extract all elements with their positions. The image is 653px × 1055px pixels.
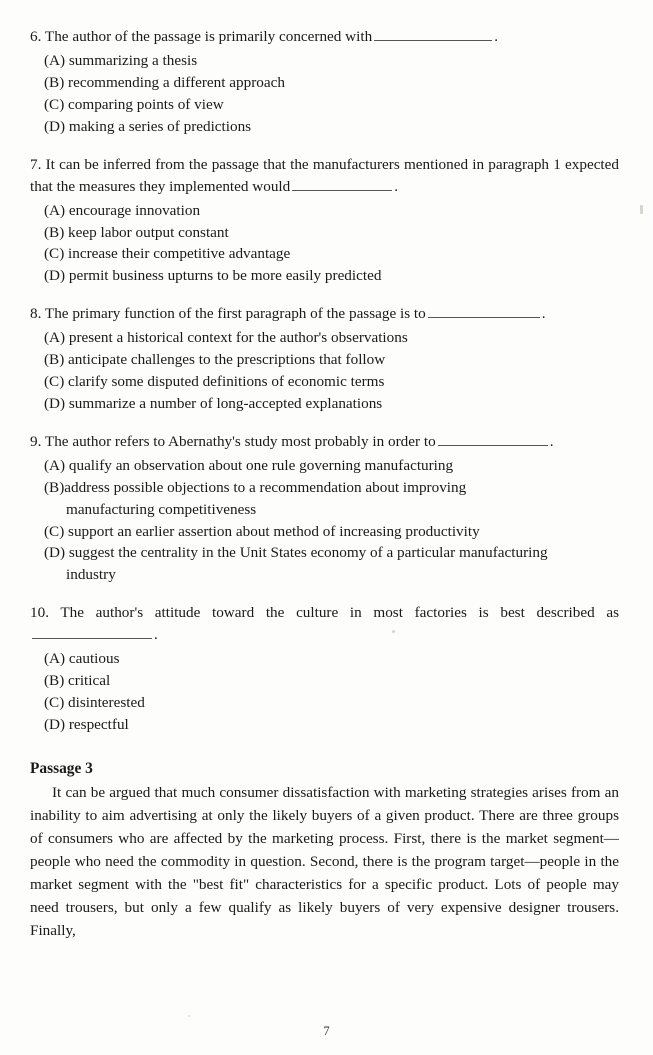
passage-text: It can be argued that much consumer dissatisfaction with marketing strategies arises from an inability to aim advertising at only the likely buyers of a given product. There are three groups of consumers who are affected by the marketing process. First, there is the market segment—people who need the commodity in question. Second, there is the program target—people in the market segment with the "best fit" characteristics for a specific product. Lots of people may need trousers, but only a few qualify as likely buyers of very expensive designer trousers. Finally, (30, 783, 619, 940)
option-c[interactable]: (C) support an earlier assertion about method of increasing productivity (44, 522, 480, 540)
option-list (30, 50, 619, 138)
question-stem-suffix: . (549, 432, 554, 450)
question-stem-suffix: . (394, 177, 399, 195)
option-list (30, 200, 619, 288)
option-d[interactable] (30, 542, 619, 586)
option-c[interactable]: (C) increase their competitive advantage (44, 245, 291, 263)
option-d[interactable]: (D) respectful (44, 715, 129, 733)
question-block-q9 (30, 431, 619, 586)
option-d-line2: industry (66, 566, 116, 584)
option-d-line1: (D) suggest the centrality in the Unit States economy of a particular manufacturing (44, 544, 548, 562)
answer-blank (428, 305, 540, 318)
option-d[interactable]: (D) permit business upturns to be more easily predicted (44, 267, 382, 285)
answer-blank (292, 177, 392, 190)
answer-blank (32, 626, 152, 639)
question-stem-suffix: . (494, 28, 498, 45)
option-b-line1: (B)address possible objections to a recommendation about improving (44, 478, 467, 496)
option-d[interactable]: (D) making a series of predictions (44, 117, 252, 135)
option-list (30, 327, 619, 415)
option-b[interactable] (30, 477, 619, 521)
question-block-q8 (30, 303, 619, 415)
question-stem (30, 26, 619, 48)
option-a[interactable]: (A) qualify an observation about one rule governing manufacturing (44, 456, 454, 474)
scan-speck (188, 1015, 190, 1017)
question-block-q6 (30, 26, 619, 138)
option-list (30, 648, 619, 736)
answer-blank (438, 432, 548, 445)
page-number: 7 (323, 1024, 330, 1038)
option-a[interactable]: (A) summarizing a thesis (44, 52, 198, 70)
question-block-q7 (30, 154, 619, 288)
option-c[interactable]: (C) disinterested (44, 694, 145, 712)
question-stem-suffix: . (154, 626, 158, 644)
question-stem-text: 10. The author's attitude toward the culture in most factories is best described as (30, 604, 619, 622)
question-stem-text: 7. It can be inferred from the passage that the manufacturers mentioned in paragraph 1 expected that the measures they implemented would (30, 155, 619, 195)
option-a[interactable]: (A) cautious (44, 650, 120, 668)
question-stem (30, 602, 619, 646)
option-b-line2: manufacturing competitiveness (66, 500, 257, 518)
question-stem (30, 431, 619, 453)
option-c[interactable]: (C) clarify some disputed definitions of economic terms (44, 373, 385, 391)
option-d[interactable]: (D) summarize a number of long-accepted explanations (44, 394, 383, 412)
question-stem-suffix: . (541, 305, 546, 323)
option-a[interactable]: (A) present a historical context for the author's observations (44, 329, 408, 347)
question-stem-text: 8. The primary function of the first paragraph of the passage is to (30, 305, 426, 323)
question-stem (30, 154, 619, 198)
option-b[interactable]: (B) critical (44, 672, 111, 690)
option-c[interactable]: (C) comparing points of view (44, 95, 224, 113)
question-stem-text: 9. The author refers to Abernathy's study most probably in order to (30, 432, 436, 450)
question-stem-text: 6. The author of the passage is primarily concerned with (30, 28, 373, 45)
option-b[interactable]: (B) anticipate challenges to the prescriptions that follow (44, 351, 386, 369)
question-block-q10 (30, 602, 619, 736)
option-b[interactable]: (B) recommending a different approach (44, 73, 285, 91)
option-b[interactable]: (B) keep labor output constant (44, 223, 229, 241)
answer-blank (374, 28, 492, 41)
option-a[interactable]: (A) encourage innovation (44, 201, 201, 219)
option-list (30, 455, 619, 586)
scan-speck (640, 205, 643, 214)
scan-speck (392, 630, 395, 633)
passage-heading: Passage 3 (30, 759, 93, 777)
question-stem (30, 303, 619, 325)
